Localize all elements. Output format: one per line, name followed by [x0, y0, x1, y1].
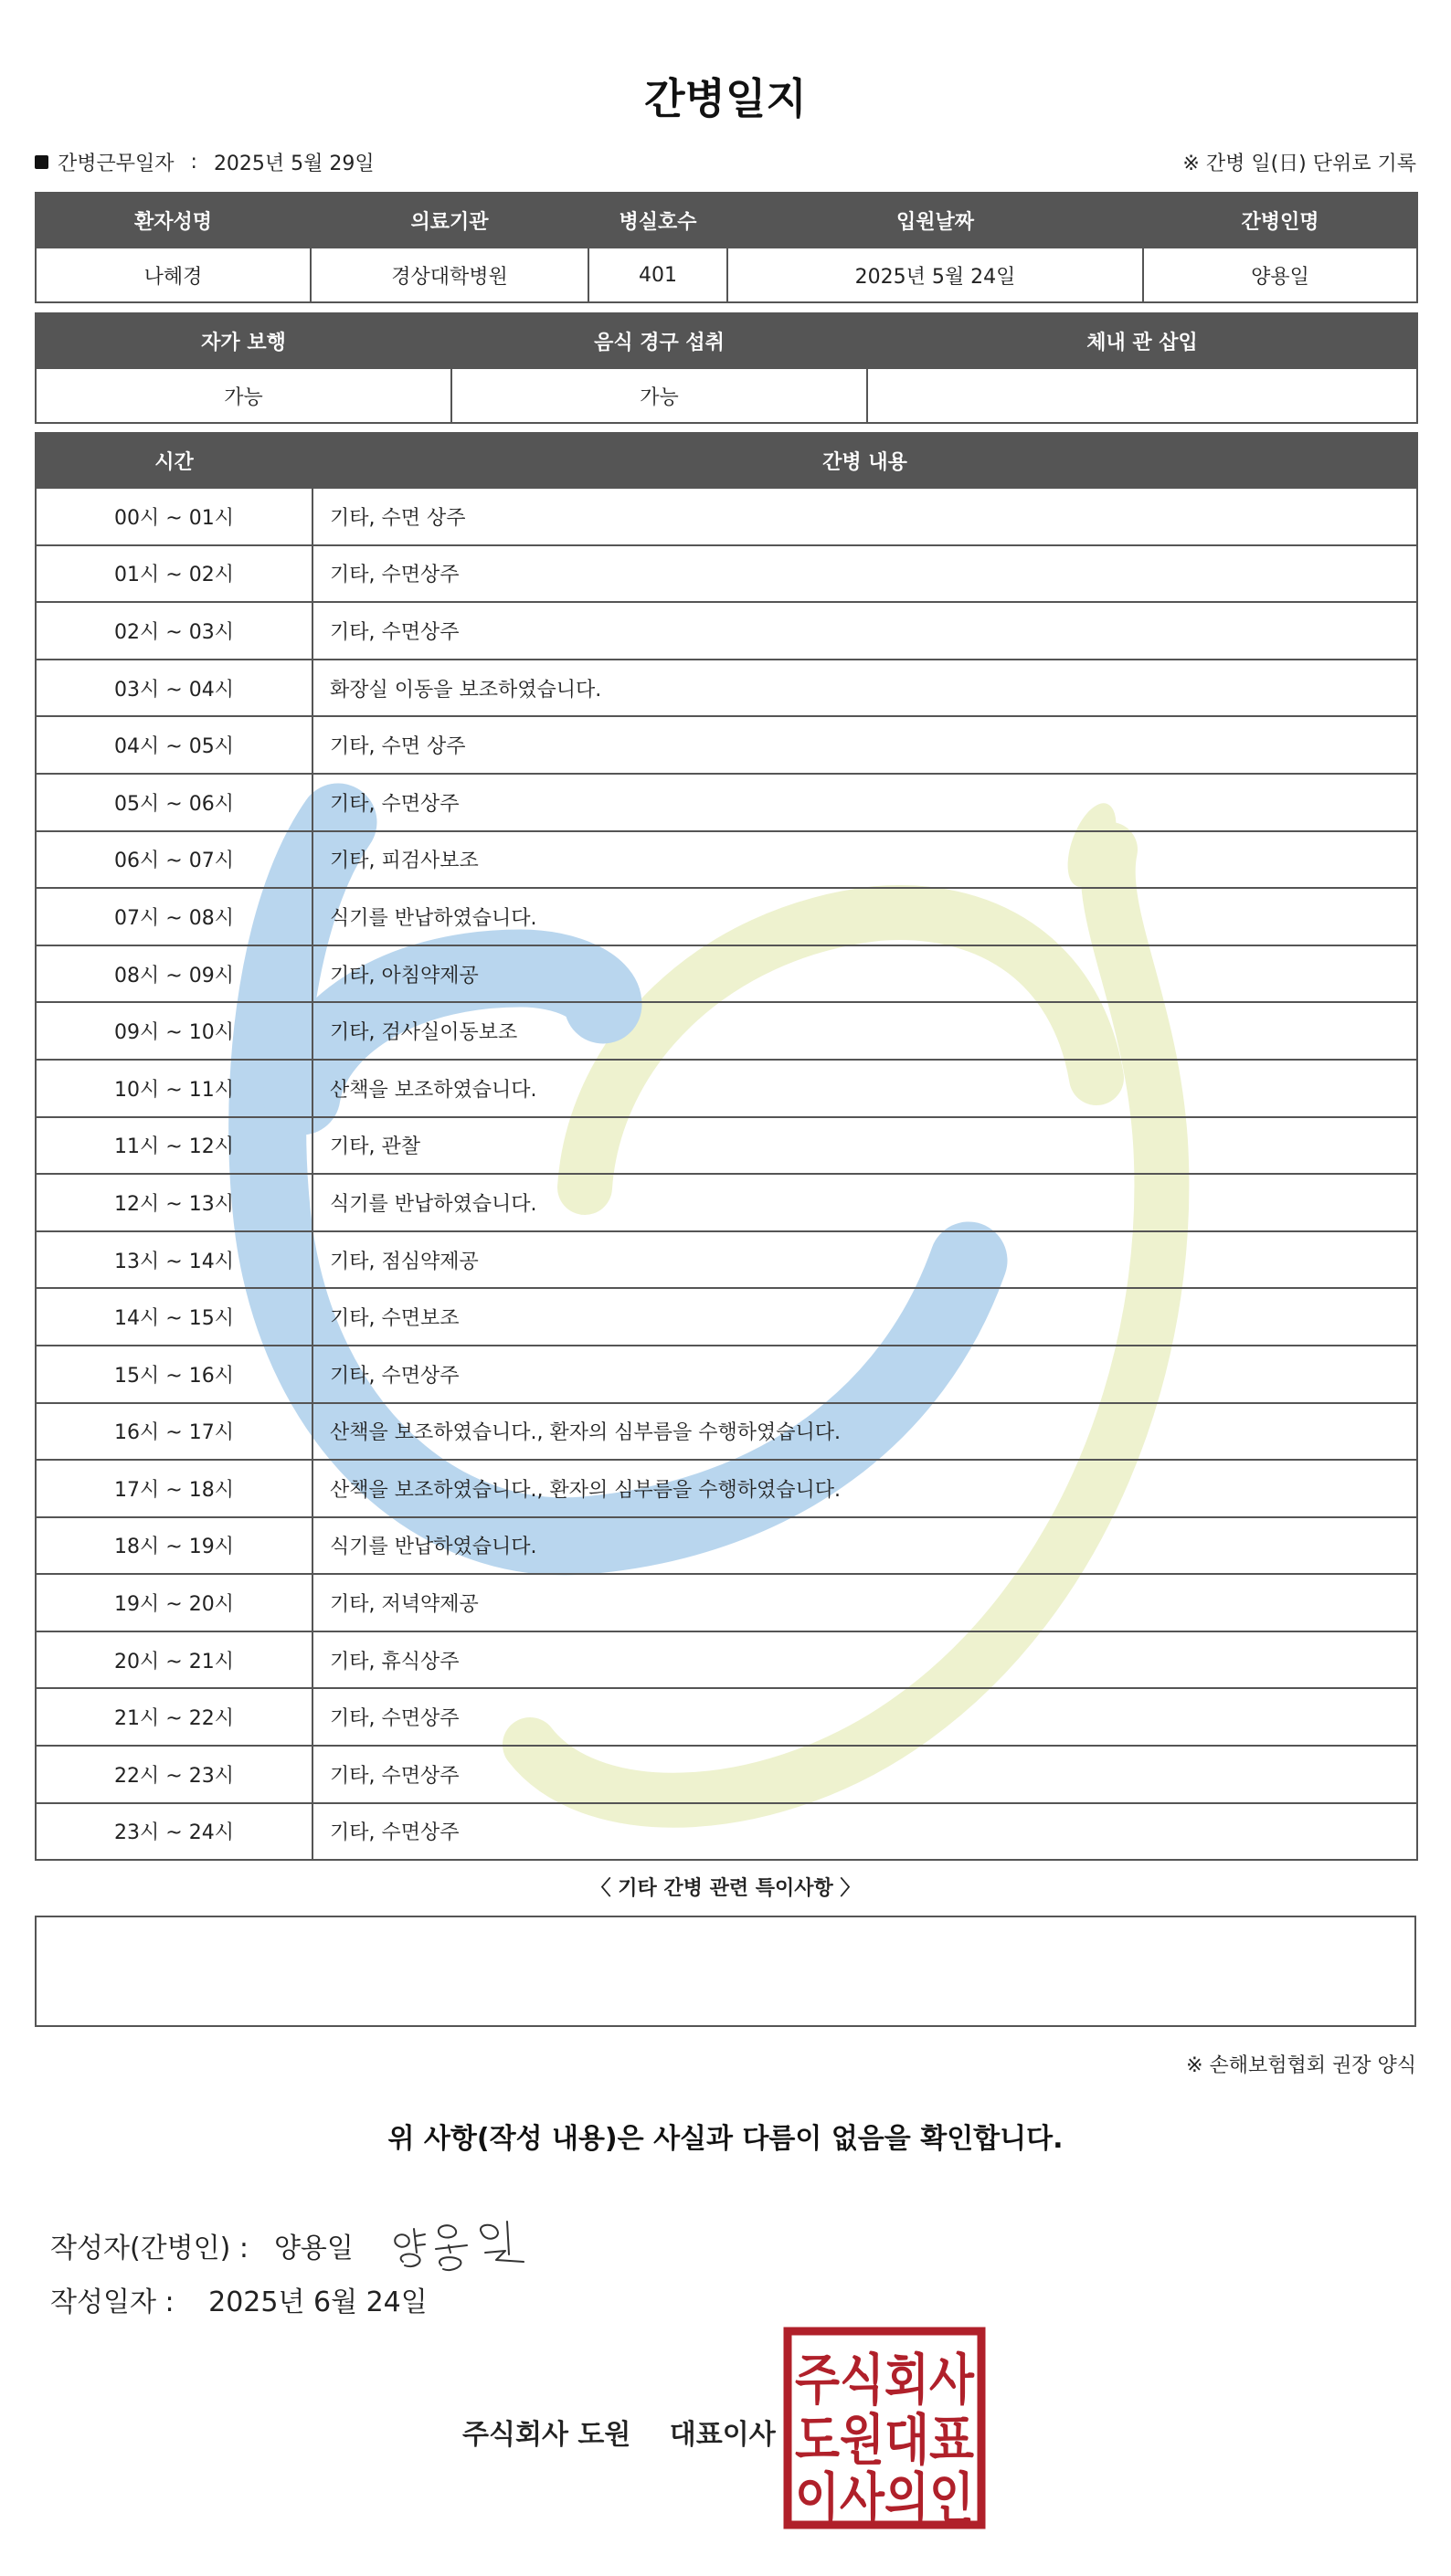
care-log-row — [36, 1117, 1417, 1175]
care-log-content: 기타, 수면보조 — [312, 1288, 1417, 1346]
writer-label: 작성자(간병인) : — [50, 2233, 249, 2265]
care-log-row — [36, 1574, 1417, 1631]
care-log-content: 기타, 아침약제공 — [312, 945, 1417, 1003]
care-log-time: 04시 ~ 05시 — [36, 716, 312, 774]
page-title: 간병일지 — [644, 74, 807, 123]
care-log-row — [36, 1288, 1417, 1346]
patient-info-header-row — [36, 193, 1417, 248]
care-log-time: 22시 ~ 23시 — [36, 1746, 312, 1803]
care-log-row — [36, 1688, 1417, 1746]
care-log-row — [36, 831, 1417, 889]
patient-info-value-row — [36, 248, 1417, 302]
daily-record-note: ※ 간병 일(日) 단위로 기록 — [1182, 153, 1416, 175]
seal-line-3: 이사의인 — [795, 2467, 974, 2530]
care-log-content: 기타, 관찰 — [312, 1117, 1417, 1175]
seal-line-2: 도원대표 — [795, 2409, 975, 2473]
care-log-content: 산책을 보조하였습니다., 환자의 심부름을 수행하였습니다. — [312, 1460, 1417, 1517]
patient-status-table — [35, 312, 1418, 424]
care-log-time: 15시 ~ 16시 — [36, 1346, 312, 1403]
care-log-table — [35, 432, 1418, 1861]
company-ceo-title: 대표이사 — [669, 2419, 776, 2451]
care-log-content: 기타, 피검사보조 — [312, 831, 1417, 889]
care-log-time: 20시 ~ 21시 — [36, 1631, 312, 1689]
header-tube-insertion: 체내 관 삽입 — [867, 313, 1417, 368]
writer-name: 양용일 — [273, 2233, 354, 2265]
care-log-content: 산책을 보조하였습니다., 환자의 심부름을 수행하였습니다. — [312, 1403, 1417, 1461]
admission-date: 2025년 5월 24일 — [727, 248, 1143, 302]
header-patient-name: 환자성명 — [36, 193, 311, 248]
care-log-time: 07시 ~ 08시 — [36, 888, 312, 945]
care-log-time: 11시 ~ 12시 — [36, 1117, 312, 1175]
patient-info-table — [35, 192, 1418, 303]
square-bullet-icon — [35, 155, 48, 169]
care-log-time: 18시 ~ 19시 — [36, 1517, 312, 1575]
care-log-content: 식기를 반납하였습니다. — [312, 1174, 1417, 1231]
confirmation-statement: 위 사항(작성 내용)은 사실과 다름이 없음을 확인합니다. — [387, 2123, 1064, 2155]
care-log-content: 기타, 수면상주 — [312, 602, 1417, 660]
care-log-row — [36, 716, 1417, 774]
header-time: 시간 — [36, 433, 312, 488]
care-log-row — [36, 1460, 1417, 1517]
meta-row — [35, 148, 1416, 181]
written-date-label: 작성일자 : — [50, 2286, 175, 2318]
header-caregiver-name: 간병인명 — [1143, 193, 1417, 248]
company-name: 주식회사 도원 — [462, 2419, 631, 2451]
care-log-row — [36, 602, 1417, 660]
care-log-row — [36, 1403, 1417, 1461]
care-log-row — [36, 488, 1417, 545]
care-log-time: 08시 ~ 09시 — [36, 945, 312, 1003]
care-log-row — [36, 888, 1417, 945]
room-number: 401 — [588, 248, 727, 302]
seal-line-1: 주식회사 — [795, 2349, 975, 2412]
care-log-time: 19시 ~ 20시 — [36, 1574, 312, 1631]
special-notes-label: 〈 기타 간병 관련 특이사항 〉 — [590, 1877, 861, 1900]
care-log-content: 식기를 반납하였습니다. — [312, 1517, 1417, 1575]
work-date-label: 간병근무일자 — [58, 153, 175, 175]
written-date-row — [50, 2279, 428, 2319]
care-log-content: 기타, 수면상주 — [312, 1803, 1417, 1861]
care-log-row — [36, 945, 1417, 1003]
recommended-form-note: ※ 손해보험협회 권장 양식 — [1186, 2054, 1416, 2077]
care-log-row — [36, 1803, 1417, 1861]
caregiver-name: 양용일 — [1143, 248, 1417, 302]
care-log-content: 기타, 휴식상주 — [312, 1631, 1417, 1689]
written-date-value: 2025년 6월 24일 — [208, 2286, 428, 2318]
care-log-row — [36, 1060, 1417, 1117]
care-log-row — [36, 1002, 1417, 1060]
care-log-content: 기타, 수면 상주 — [312, 488, 1417, 545]
work-date-separator: : — [190, 151, 197, 174]
care-log-row — [36, 660, 1417, 717]
care-log-row — [36, 1746, 1417, 1803]
header-care-content: 간병 내용 — [312, 433, 1417, 488]
work-date — [35, 148, 375, 176]
care-log-time: 02시 ~ 03시 — [36, 602, 312, 660]
header-room-number: 병실호수 — [588, 193, 727, 248]
care-log-row — [36, 1631, 1417, 1689]
care-log-time: 21시 ~ 22시 — [36, 1688, 312, 1746]
care-log-content: 기타, 수면상주 — [312, 1688, 1417, 1746]
care-log-content: 기타, 수면상주 — [312, 774, 1417, 831]
care-log-time: 23시 ~ 24시 — [36, 1803, 312, 1861]
patient-status-header-row — [36, 313, 1417, 368]
special-notes-box — [35, 1916, 1416, 2027]
handwritten-signature — [387, 2209, 542, 2282]
walking-status: 가능 — [36, 368, 451, 423]
care-log-time: 06시 ~ 07시 — [36, 831, 312, 889]
care-log-time: 16시 ~ 17시 — [36, 1403, 312, 1461]
care-log-content: 기타, 수면상주 — [312, 1346, 1417, 1403]
company-seal-stamp — [782, 2326, 987, 2530]
care-log-time: 01시 ~ 02시 — [36, 545, 312, 603]
care-log-content: 기타, 수면 상주 — [312, 716, 1417, 774]
care-log-time: 00시 ~ 01시 — [36, 488, 312, 545]
header-hospital: 의료기관 — [311, 193, 588, 248]
company-signature-line — [462, 2412, 776, 2452]
care-log-row — [36, 1231, 1417, 1289]
writer-row — [50, 2209, 542, 2282]
care-log-time: 12시 ~ 13시 — [36, 1174, 312, 1231]
care-log-row — [36, 545, 1417, 603]
care-log-content: 화장실 이동을 보조하였습니다. — [312, 660, 1417, 717]
care-log-row — [36, 1517, 1417, 1575]
care-log-row — [36, 1174, 1417, 1231]
care-log-content: 기타, 수면상주 — [312, 1746, 1417, 1803]
care-log-content: 산책을 보조하였습니다. — [312, 1060, 1417, 1117]
care-log-content: 기타, 저녁약제공 — [312, 1574, 1417, 1631]
header-oral-intake: 음식 경구 섭취 — [451, 313, 867, 368]
care-log-time: 05시 ~ 06시 — [36, 774, 312, 831]
care-log-time: 13시 ~ 14시 — [36, 1231, 312, 1289]
care-log-row — [36, 1346, 1417, 1403]
care-log-header-row — [36, 433, 1417, 488]
work-date-value: 2025년 5월 29일 — [213, 153, 375, 175]
care-log-content: 기타, 수면상주 — [312, 545, 1417, 603]
header-walking: 자가 보행 — [36, 313, 451, 368]
header-admission-date: 입원날짜 — [727, 193, 1143, 248]
patient-status-value-row — [36, 368, 1417, 423]
care-log-time: 14시 ~ 15시 — [36, 1288, 312, 1346]
care-log-content: 기타, 검사실이동보조 — [312, 1002, 1417, 1060]
care-log-time: 03시 ~ 04시 — [36, 660, 312, 717]
care-log-time: 17시 ~ 18시 — [36, 1460, 312, 1517]
care-log-time: 09시 ~ 10시 — [36, 1002, 312, 1060]
tube-insertion-status — [867, 368, 1417, 423]
special-notes-text — [37, 1917, 1414, 1943]
patient-name: 나혜경 — [36, 248, 311, 302]
hospital-name: 경상대학병원 — [311, 248, 588, 302]
care-log-body — [36, 488, 1417, 1860]
care-log-content: 식기를 반납하였습니다. — [312, 888, 1417, 945]
care-log-time: 10시 ~ 11시 — [36, 1060, 312, 1117]
oral-intake-status: 가능 — [451, 368, 867, 423]
care-log-row — [36, 774, 1417, 831]
care-log-content: 기타, 점심약제공 — [312, 1231, 1417, 1289]
